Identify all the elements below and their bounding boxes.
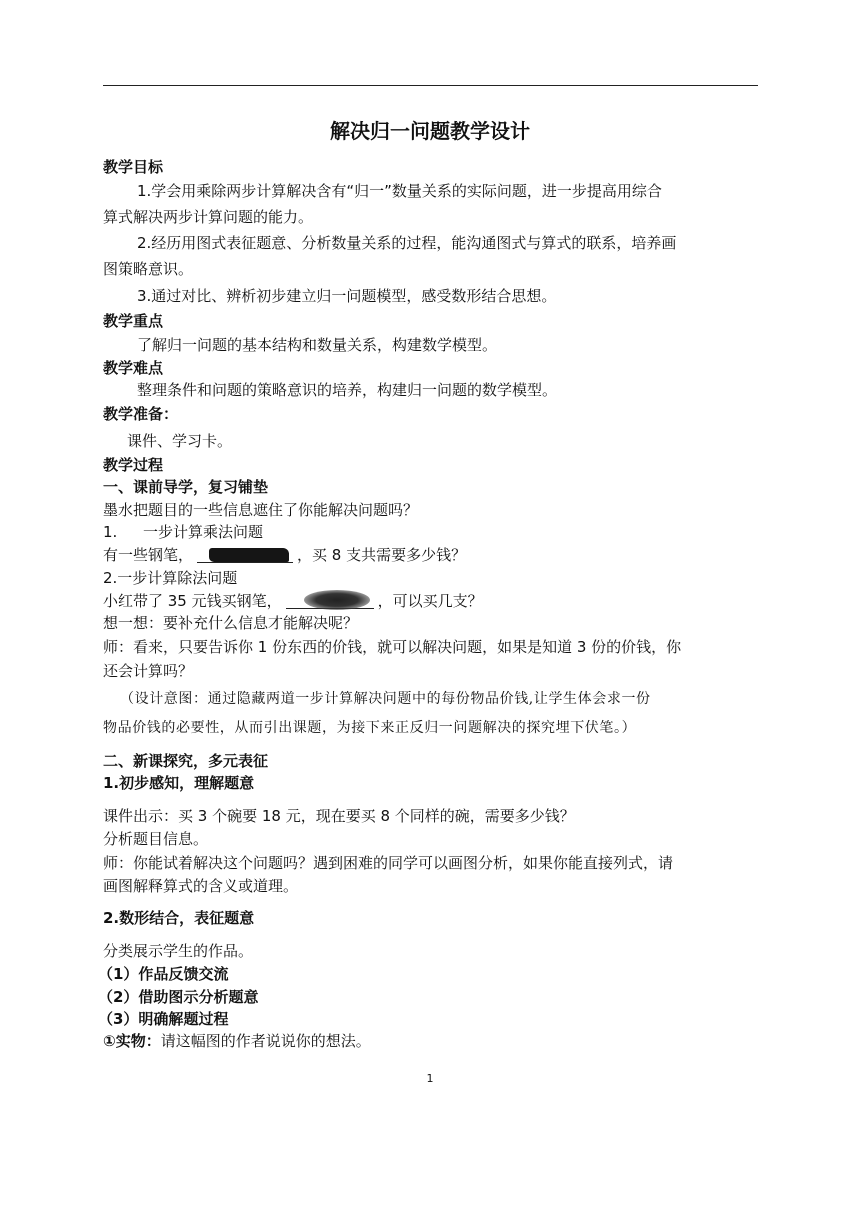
question-1-number: 1. <box>103 523 118 541</box>
teacher-prompt-line-2: 画图解释算式的含义或道理。 <box>103 877 299 895</box>
question-2-before: 小红带了 35 元钱买钢笔， <box>103 592 282 610</box>
step-1: （1）作品反馈交流 <box>98 965 229 983</box>
teacher-line-1: 师：看来，只要告诉你 1 份东西的价钱，就可以解决问题，如果是知道 3 份的价钱，你 <box>103 638 682 656</box>
prep-heading: 教学准备： <box>103 405 179 423</box>
design-note-line-1: （设计意图：通过隐藏两道一步计算解决问题中的每份物品价钱,让学生体会求一份 <box>120 691 651 707</box>
prep-text: 课件、学习卡。 <box>127 432 233 450</box>
question-2-title: 2.一步计算除法问题 <box>103 569 238 587</box>
item-1-text: 请这幅图的作者说说你的想法。 <box>160 1032 371 1050</box>
section-1-intro: 墨水把题目的一些信息遮住了你能解决问题吗？ <box>103 501 419 519</box>
teacher-prompt-line-1: 师：你能试着解决这个问题吗？遇到困难的同学可以画图分析，如果你能直接列式，请 <box>103 854 674 872</box>
display-works: 分类展示学生的作品。 <box>103 942 254 960</box>
section-2-sub-2: 2.数形结合，表征题意 <box>103 909 255 927</box>
question-1-title: 一步计算乘法问题 <box>143 523 264 541</box>
item-1-line <box>103 1031 371 1051</box>
goal-2-line-2: 图策略意识。 <box>103 260 194 278</box>
key-point-text: 了解归一问题的基本结构和数量关系，构建数学模型。 <box>137 336 498 354</box>
page-number: 1 <box>426 1072 434 1085</box>
item-1-label: ①实物： <box>103 1032 161 1050</box>
difficulty-heading: 教学难点 <box>103 359 164 377</box>
ink-covered-blank-2 <box>286 592 374 609</box>
ink-blot <box>304 590 370 610</box>
think-prompt: 想一想：要补充什么信息才能解决呢？ <box>103 614 359 632</box>
goals-heading: 教学目标 <box>103 158 164 176</box>
goal-2-line-1: 2.经历用图式表征题意、分析数量关系的过程，能沟通图式与算式的联系，培养画 <box>137 234 677 252</box>
question-1-line <box>103 545 466 565</box>
goal-1-line-2: 算式解决两步计算问题的能力。 <box>103 208 314 226</box>
design-note-line-2: 物品价钱的必要性，从而引出课题，为接下来正反归一问题解决的探究埋下伏笔。） <box>103 720 637 736</box>
goal-1-line-1: 1.学会用乘除两步计算解决含有“归一”数量关系的实际问题，进一步提高用综合 <box>137 182 662 200</box>
ink-blot <box>209 548 289 562</box>
goal-3: 3.通过对比、辨析初步建立归一问题模型，感受数形结合思想。 <box>137 287 557 305</box>
page-title: 解决归一问题教学设计 <box>330 119 530 143</box>
ink-covered-blank-1 <box>197 546 293 563</box>
question-2-after: ，可以买几支？ <box>377 592 483 610</box>
question-1-after: ，买 8 支共需要多少钱？ <box>297 546 467 564</box>
section-2-heading: 二、新课探究，多元表征 <box>103 752 269 770</box>
section-1-heading: 一、课前导学，复习铺垫 <box>103 478 269 496</box>
step-2: （2）借助图示分析题意 <box>98 988 259 1006</box>
teacher-line-2: 还会计算吗？ <box>103 662 194 680</box>
key-point-heading: 教学重点 <box>103 312 164 330</box>
process-heading: 教学过程 <box>103 456 164 474</box>
courseware-problem: 课件出示：买 3 个碗要 18 元，现在要买 8 个同样的碗，需要多少钱？ <box>103 807 575 825</box>
difficulty-text: 整理条件和问题的策略意识的培养，构建归一问题的数学模型。 <box>137 381 558 399</box>
step-3: （3）明确解题过程 <box>98 1010 229 1028</box>
question-1-before: 有一些钢笔， <box>103 546 194 564</box>
question-2-line <box>103 591 483 611</box>
analyze-text: 分析题目信息。 <box>103 830 209 848</box>
section-2-sub-1: 1.初步感知，理解题意 <box>103 774 255 792</box>
header-rule <box>103 85 758 86</box>
